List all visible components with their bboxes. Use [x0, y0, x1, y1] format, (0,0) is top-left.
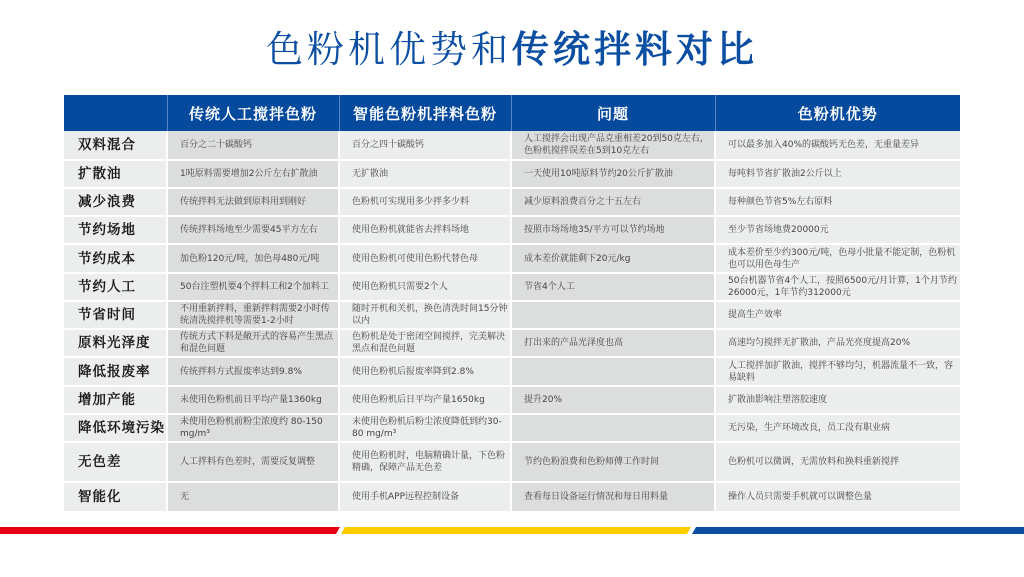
- cell-traditional: 1吨原料需要增加2公斤左右扩散油: [167, 160, 339, 188]
- cell-smart: 色粉机是处于密闭空间搅拌，完美解决黑点和混色问题: [339, 329, 511, 357]
- cell-smart: 使用色粉机可使用色粉代替色母: [339, 244, 511, 273]
- cell-advantage: 至少节省场地费20000元: [715, 216, 960, 244]
- cell-problem: 减少原料浪费百分之十五左右: [511, 188, 715, 216]
- cell-problem: [511, 301, 715, 329]
- row-label: 增加产能: [64, 386, 167, 414]
- cell-traditional: 未使用色粉机前日平均产量1360kg: [167, 386, 339, 414]
- cell-advantage: 可以最多加入40%的碳酸钙无色差，无重量差异: [715, 131, 960, 160]
- row-label: 无色差: [64, 442, 167, 482]
- row-label: 双料混合: [64, 131, 167, 160]
- cell-advantage: 每吨料节省扩散油2公斤以上: [715, 160, 960, 188]
- cell-problem: [511, 357, 715, 386]
- cell-smart: 未使用色粉机后粉尘浓度降低到约30-80 mg/m³: [339, 414, 511, 442]
- table-row: [64, 131, 960, 160]
- cell-traditional: 不用重新拌料，重新拌料需要2小时传统清洗搅拌机等需要1-2小时: [167, 301, 339, 329]
- table-header-row: [64, 95, 960, 131]
- cell-advantage: 高速均匀搅拌无扩散油，产品光亮度提高20%: [715, 329, 960, 357]
- table-row: [64, 188, 960, 216]
- table-row: [64, 329, 960, 357]
- cell-smart: 无扩散油: [339, 160, 511, 188]
- cell-smart: 使用色粉机后日平均产量1650kg: [339, 386, 511, 414]
- cell-smart: 随时开机和关机，换色清洗时间15分钟以内: [339, 301, 511, 329]
- table-row: [64, 301, 960, 329]
- table-row: [64, 482, 960, 512]
- row-label: 降低环境污染: [64, 414, 167, 442]
- cell-problem: [511, 414, 715, 442]
- cell-advantage: 扩散油影响注塑溶胶速度: [715, 386, 960, 414]
- cell-traditional: 无: [167, 482, 339, 512]
- cell-problem: 成本差价就能剩下20元/kg: [511, 244, 715, 273]
- page-title: [0, 26, 1024, 74]
- cell-smart: 使用手机APP远程控制设备: [339, 482, 511, 512]
- cell-problem: 打出来的产品光泽度也高: [511, 329, 715, 357]
- cell-smart: 百分之四十碳酸钙: [339, 131, 511, 160]
- header-traditional: 传统人工搅拌色粉: [167, 95, 339, 131]
- cell-traditional: 传统拌料方式报废率达到9.8%: [167, 357, 339, 386]
- table-row: [64, 442, 960, 482]
- row-label: 减少浪费: [64, 188, 167, 216]
- cell-problem: 按照市场场地35/平方可以节约场地: [511, 216, 715, 244]
- cell-problem: 查看每日设备运行情况和每日用料量: [511, 482, 715, 512]
- cell-problem: 人工搅拌会出现产品克重相差20到50克左右，色粉机搅拌误差在5到10克左右: [511, 131, 715, 160]
- cell-advantage: 提高生产效率: [715, 301, 960, 329]
- row-label: 降低报废率: [64, 357, 167, 386]
- cell-smart: 使用色粉机后报废率降到2.8%: [339, 357, 511, 386]
- cell-advantage: 色粉机可以微调，无需放料和换料重新搅拌: [715, 442, 960, 482]
- cell-problem: 节约色粉浪费和色粉师傅工作时间: [511, 442, 715, 482]
- table-row: [64, 414, 960, 442]
- cell-advantage: 成本差价至少约300元/吨，色母小批量不能定制，色粉机也可以用色母生产: [715, 244, 960, 273]
- header-problem: 问题: [511, 95, 715, 131]
- comparison-table: [64, 95, 960, 513]
- cell-smart: 使用色粉机只需要2个人: [339, 273, 511, 301]
- row-label: 智能化: [64, 482, 167, 512]
- row-label: 节约人工: [64, 273, 167, 301]
- table-row: [64, 216, 960, 244]
- table-row: [64, 273, 960, 301]
- row-label: 节约场地: [64, 216, 167, 244]
- cell-smart: 使用色粉机时，电脑精确计量，下色粉精确，保障产品无色差: [339, 442, 511, 482]
- title-light: 色粉机优势和: [266, 28, 512, 71]
- footer-stripe-red: [0, 527, 340, 534]
- table-row: [64, 160, 960, 188]
- row-label: 原料光泽度: [64, 329, 167, 357]
- title-bold: 传统拌料对比: [512, 28, 758, 71]
- footer-stripe-blue: [692, 527, 1024, 534]
- cell-advantage: 无污染，生产环境改良，员工没有职业病: [715, 414, 960, 442]
- header-corner: [64, 95, 167, 131]
- cell-traditional: 未使用色粉机前粉尘浓度约 80-150 mg/m³: [167, 414, 339, 442]
- cell-smart: 色粉机可实现用多少拌多少料: [339, 188, 511, 216]
- cell-traditional: 50台注塑机要4个拌料工和2个加料工: [167, 273, 339, 301]
- cell-traditional: 传统拌料无法做到原料用到刚好: [167, 188, 339, 216]
- cell-smart: 使用色粉机就能省去拌料场地: [339, 216, 511, 244]
- footer-stripe-yellow: [341, 527, 691, 534]
- header-smart: 智能色粉机拌料色粉: [339, 95, 511, 131]
- cell-advantage: 人工搅拌加扩散油，搅拌不够均匀，机器流量不一致，容易缺料: [715, 357, 960, 386]
- table-row: [64, 386, 960, 414]
- cell-problem: 一天使用10吨原料节约20公斤扩散油: [511, 160, 715, 188]
- table-row: [64, 357, 960, 386]
- table-row: [64, 244, 960, 273]
- cell-advantage: 每种颜色节省5%左右原料: [715, 188, 960, 216]
- header-advantage: 色粉机优势: [715, 95, 960, 131]
- row-label: 扩散油: [64, 160, 167, 188]
- row-label: 节约成本: [64, 244, 167, 273]
- cell-problem: 提升20%: [511, 386, 715, 414]
- cell-advantage: 50台机器节省4个人工，按照6500元/月计算，1个月节约26000元，1年节约312000元: [715, 273, 960, 301]
- cell-traditional: 传统方式下料是敞开式的容易产生黑点和混色问题: [167, 329, 339, 357]
- cell-traditional: 百分之二十碳酸钙: [167, 131, 339, 160]
- cell-traditional: 加色粉120元/吨，加色母480元/吨: [167, 244, 339, 273]
- cell-problem: 节省4个人工: [511, 273, 715, 301]
- cell-traditional: 传统拌料场地至少需要45平方左右: [167, 216, 339, 244]
- cell-traditional: 人工拌料有色差时，需要反复调整: [167, 442, 339, 482]
- row-label: 节省时间: [64, 301, 167, 329]
- cell-advantage: 操作人员只需要手机就可以调整色量: [715, 482, 960, 512]
